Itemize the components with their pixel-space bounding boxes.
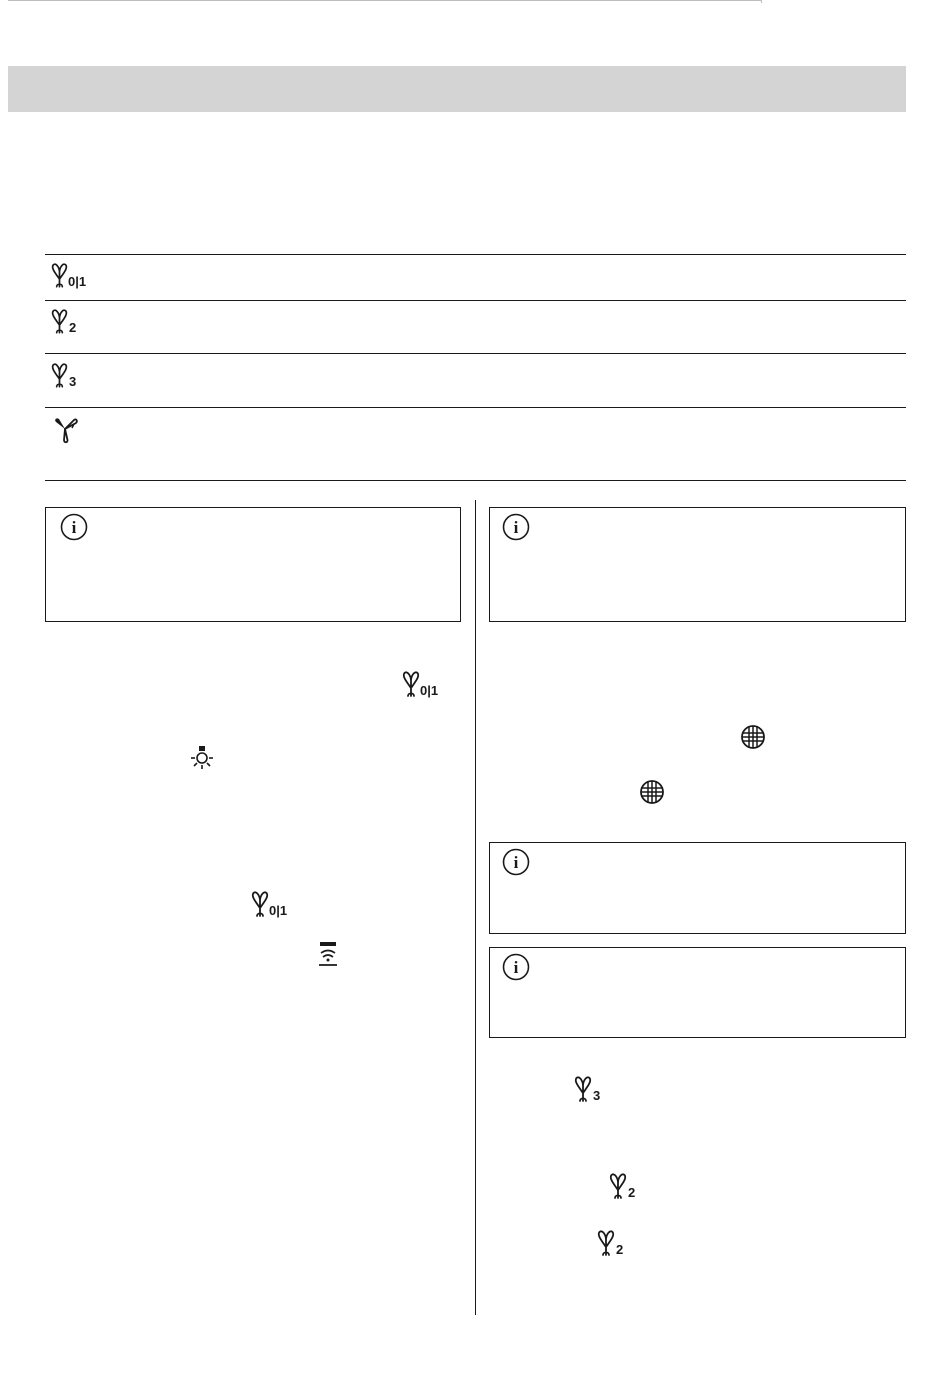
left-info-box [45,507,461,622]
fan-speed-3-icon [50,362,84,388]
svg-text:3: 3 [593,1088,601,1103]
svg-text:0|1: 0|1 [420,683,439,698]
table-row-fan-3 [50,362,84,393]
table-row-fan-0-1 [50,262,94,293]
fan-speed-0-1-icon [401,670,445,698]
section-header-band [8,66,906,112]
svg-text:i: i [513,853,519,872]
info-icon [60,513,88,541]
left-inline-fan-0-1-b [250,890,294,923]
grease-filter-icon [639,779,667,807]
top-rule-tick [761,0,762,3]
svg-text:2: 2 [628,1185,636,1200]
right-inline-grease-filter-a [740,724,768,757]
svg-text:0|1: 0|1 [68,274,87,289]
table-rule-top [45,254,906,255]
light-icon [188,745,218,773]
table-rule-3 [45,407,906,408]
right-inline-grease-filter-b [639,779,667,812]
table-rule-1 [45,300,906,301]
top-rule [8,0,761,1]
column-divider [475,500,476,1315]
fan-speed-0-1-icon [50,262,94,288]
fan-speed-0-1-icon [250,890,294,918]
svg-text:2: 2 [69,320,77,335]
table-rule-2 [45,353,906,354]
right-inline-fan-3 [573,1075,607,1108]
info-icon [502,513,530,541]
svg-text:i: i [513,958,519,977]
svg-text:i: i [513,518,519,537]
fan-speed-2-icon [608,1172,642,1200]
grease-filter-icon [740,724,768,752]
left-inline-hob2hood [317,941,341,974]
svg-text:i: i [71,518,77,537]
fan-boost-icon [52,416,80,444]
fan-speed-2-icon [596,1229,630,1257]
right-info-box-1 [489,507,906,622]
right-inline-fan-2-b [596,1229,630,1262]
table-rule-bottom [45,480,906,481]
info-icon [502,953,530,981]
info-icon [502,848,530,876]
table-row-fan-2 [50,308,84,339]
svg-text:3: 3 [69,374,77,389]
left-inline-light [188,745,218,778]
left-inline-fan-0-1-a [401,670,445,703]
fan-speed-2-icon [50,308,84,334]
fan-speed-3-icon [573,1075,607,1103]
right-info-box-2 [489,842,906,934]
table-row-fan-boost [52,416,80,449]
right-inline-fan-2-a [608,1172,642,1205]
right-info-box-3 [489,947,906,1038]
svg-text:2: 2 [616,1242,624,1257]
hob2hood-icon [317,941,341,969]
svg-text:0|1: 0|1 [269,903,288,918]
